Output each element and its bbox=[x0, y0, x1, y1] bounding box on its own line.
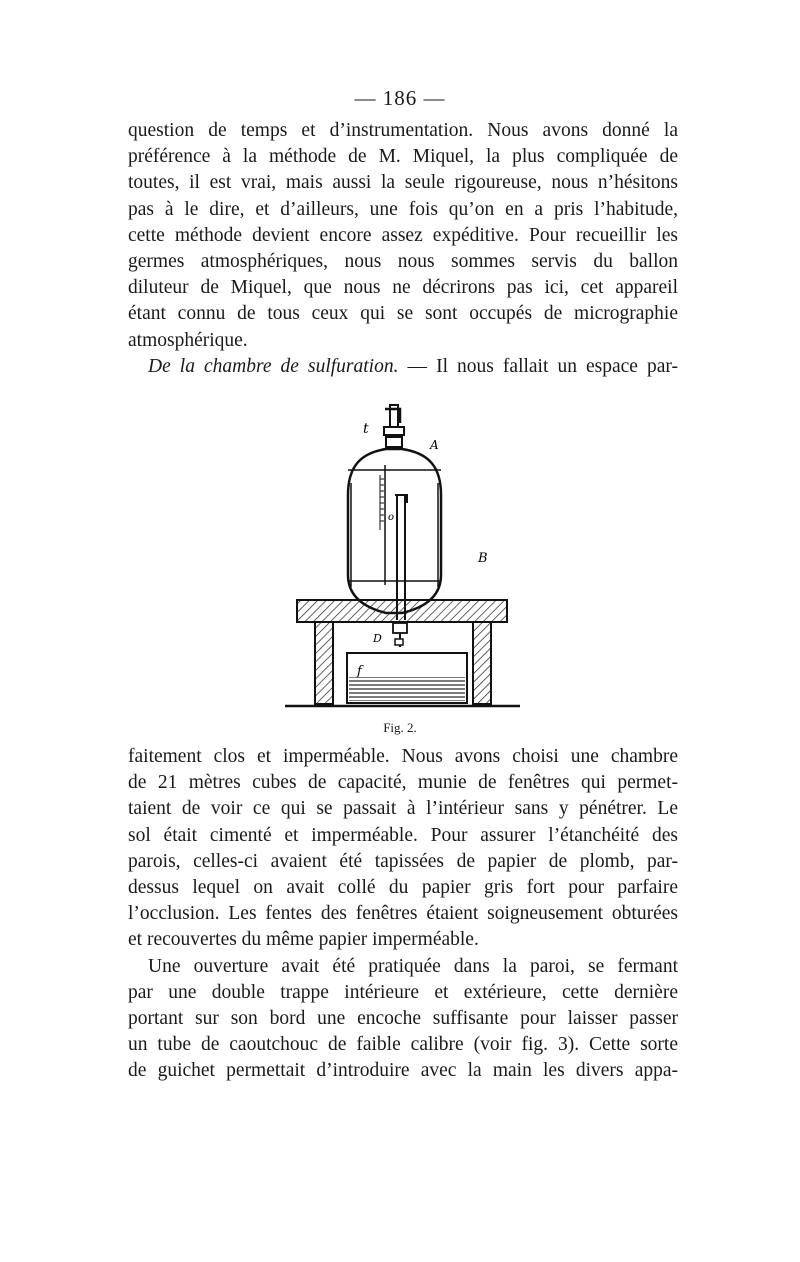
label-o: o bbox=[388, 512, 395, 523]
text-line: diluteur de Miquel, que nous ne décrirons pas ici, cet appareil bbox=[128, 277, 678, 299]
text-block-top bbox=[128, 118, 678, 380]
text-line: de 21 mètres cubes de capacité, munie de fenêtres qui permet- bbox=[128, 772, 678, 794]
text-line: sol était cimenté et imperméable. Pour assurer l’étanchéité des bbox=[128, 824, 678, 846]
text-line: faitement clos et imperméable. Nous avons choisi une chambre bbox=[128, 746, 678, 767]
text-line: atmosphérique. bbox=[128, 329, 248, 351]
flask-A bbox=[348, 449, 441, 620]
label-t: t bbox=[363, 421, 369, 437]
figure-apparatus bbox=[285, 395, 520, 725]
text-line: germes atmosphériques, nous nous sommes servis du ballon bbox=[128, 250, 678, 272]
text-line: pas à le dire, et d’ailleurs, une fois qu’on en a pris l’habitude, bbox=[128, 198, 678, 220]
text-line: dessus lequel on avait collé du papier gris fort pour parfaire bbox=[128, 876, 678, 898]
text-line: un tube de caoutchouc de faible calibre (voir fig. 3). Cette sorte bbox=[128, 1034, 678, 1056]
text-line: question de temps et d’instrumentation. Nous avons donné la bbox=[128, 120, 678, 141]
text-line: de guichet permettait d’introduire avec la main les divers appa- bbox=[128, 1060, 678, 1082]
text-line: portant sur son bord une encoche suffisante pour laisser passer bbox=[128, 1007, 678, 1029]
text-line: et recouvertes du même papier imperméable. bbox=[128, 929, 479, 951]
text-line: parois, celles-ci avaient été tapissées de papier de plomb, par- bbox=[128, 850, 678, 872]
basin-f bbox=[347, 653, 467, 703]
stopcock-t bbox=[384, 405, 404, 447]
text-line: l’occlusion. Les fentes des fenêtres étaient soigneusement obturées bbox=[128, 903, 678, 925]
text-block-bottom bbox=[128, 744, 678, 1084]
label-f: f bbox=[357, 664, 362, 679]
text-line: étant connu de tous ceux qui se sont occupés de micrographie bbox=[128, 303, 678, 325]
text-line: taient de voir ce qui se passait à l’intérieur sans y pénétrer. Le bbox=[128, 798, 678, 820]
label-B: B bbox=[478, 551, 488, 566]
figure-caption: Fig. 2. bbox=[383, 720, 417, 735]
label-A: A bbox=[430, 438, 439, 452]
text-line: préférence à la méthode de M. Miquel, la plus compliquée de bbox=[128, 146, 678, 168]
section-heading-italic: De la chambre de sulfuration. bbox=[148, 355, 399, 377]
label-D: D bbox=[373, 632, 382, 645]
text-line: Une ouverture avait été pratiquée dans la paroi, se fermant bbox=[148, 955, 678, 977]
text-line: cette méthode devient encore assez expéditive. Pour recueillir les bbox=[128, 224, 678, 246]
text-line: par une double trappe intérieure et extérieure, cette dernière bbox=[128, 981, 678, 1003]
section-heading bbox=[128, 354, 678, 380]
text-line: toutes, il est vrai, mais aussi la seule rigoureuse, nous n’hésitons bbox=[128, 172, 678, 194]
section-heading-rest: — Il nous fallait un espace par- bbox=[398, 355, 678, 377]
spout-D bbox=[393, 623, 407, 647]
page-number: — 186 — bbox=[354, 86, 446, 110]
